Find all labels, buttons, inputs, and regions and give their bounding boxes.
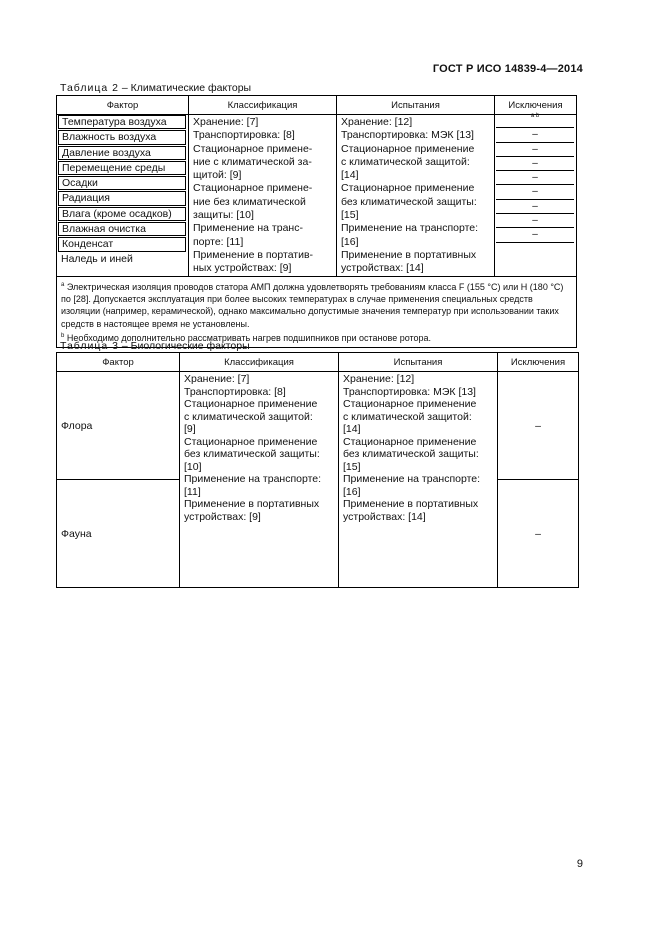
table3-caption — [60, 340, 250, 352]
factor-fauna: Фауна — [57, 480, 180, 588]
factor-item: Влажность воздуха — [58, 130, 186, 144]
tests-line: Транспортировка: МЭК [13] — [341, 129, 474, 142]
table3-classification-cell — [180, 372, 339, 588]
exclusion-fauna: – — [498, 480, 579, 588]
factor-item: Осадки — [58, 176, 186, 190]
tests-line: устройствах: [14] — [343, 510, 426, 523]
factor-item: Радиация — [58, 191, 186, 205]
tests-line: с климатической защитой: — [343, 410, 472, 423]
classification-line: без климатической защиты: — [184, 448, 320, 460]
exclusion-item — [496, 115, 574, 128]
classification-line: устройствах: [9] — [184, 510, 261, 523]
footnote-b-text: Необходимо дополнительно рассматривать нагрев подшипников при останове ротора. — [64, 333, 432, 344]
climate-factors-table — [56, 95, 577, 348]
tests-line: Применение на транспорте: — [343, 473, 481, 485]
classification-line: Применение на транспорте: — [184, 473, 322, 485]
exclusion-flora: – — [498, 372, 579, 480]
footnote-a — [61, 279, 572, 331]
tests-line: Стационарное применение — [343, 435, 477, 448]
tests-line: Стационарное применение — [341, 182, 475, 195]
table2-caption-label: Таблица 2 — [60, 82, 119, 94]
classification-line: порте: [11] — [193, 235, 244, 248]
table2-tests-cell — [337, 115, 495, 277]
classification-line: ных устройствах: [9] — [193, 262, 292, 275]
table3-col-classification: Классификация — [180, 353, 339, 372]
factor-item: Влага (кроме осадков) — [58, 207, 186, 221]
classification-line: ние без климатической — [193, 195, 306, 208]
tests-line: [15] — [343, 460, 361, 473]
table3-col-exclusions: Исключения — [498, 353, 579, 372]
classification-line: Применение на транс- — [193, 222, 303, 235]
exclusion-item: – — [496, 144, 574, 157]
classification-line: Применение в портатив- — [193, 248, 314, 261]
tests-line: Транспортировка: МЭК [13] — [343, 385, 476, 398]
classification-line: щитой: [9] — [193, 169, 242, 182]
exclusion-item: – — [496, 229, 574, 242]
classification-line: [9] — [184, 423, 196, 435]
classification-line: Транспортировка: [8] — [184, 385, 286, 398]
page-number: 9 — [576, 858, 583, 870]
tests-line: устройствах: [14] — [341, 262, 424, 275]
footnote-a-text: Электрическая изоляция проводов статора АМП должна удовлетворять требованиям класса F (155 °С) или H (180 °С) по [28]. Допускается эксплуатация при более высоких температурах в случае применения специальных средств изоляции (например, керамической), однако максимально допустимые значения температур при использовании таких средств в настоящее время не установлены. — [61, 281, 564, 329]
factor-item: Давление воздуха — [58, 146, 186, 160]
table2-classification-cell — [189, 115, 337, 277]
classification-line: Стационарное примене- — [193, 182, 313, 195]
biological-factors-table — [56, 352, 579, 588]
table2-col-classification: Классификация — [189, 96, 337, 115]
tests-line: Применение в портативных — [341, 248, 477, 261]
table3-caption-label: Таблица 3 — [60, 340, 119, 352]
classification-line: защиты: [10] — [193, 209, 254, 222]
factor-item: Перемещение среды — [58, 161, 186, 175]
tests-line: [16] — [341, 235, 359, 248]
tests-line: [15] — [341, 209, 359, 222]
classification-line: Стационарное примене- — [193, 142, 313, 155]
classification-line: [11] — [184, 485, 201, 498]
footnote-b-mark: b — [61, 333, 65, 340]
table2-exclusions-cell — [495, 115, 577, 277]
tests-line: [14] — [343, 423, 361, 435]
factor-flora: Флора — [57, 372, 180, 480]
exclusion-item: – — [496, 215, 574, 228]
tests-line: Стационарное применение — [343, 398, 477, 410]
classification-line: Хранение: [7] — [184, 373, 250, 385]
table-row — [57, 372, 579, 480]
table3-col-tests: Испытания — [339, 353, 498, 372]
table3-col-factor: Фактор — [57, 353, 180, 372]
exclusion-item: – — [496, 158, 574, 171]
tests-line: Применение на транспорте: — [341, 222, 479, 235]
classification-line: Хранение: [7] — [193, 116, 259, 128]
table2-header-row — [57, 96, 577, 115]
classification-line: ние с климатической за- — [193, 155, 312, 168]
table2-col-exclusions: Исключения — [495, 96, 577, 115]
factor-item: Наледь и иней — [61, 252, 133, 265]
classification-line: с климатической защитой: — [184, 410, 313, 423]
table3-header-row — [57, 353, 579, 372]
document-header: ГОСТ Р ИСО 14839-4—2014 — [432, 63, 583, 75]
factor-item: Влажная очистка — [58, 222, 186, 236]
tests-line: без климатической защиты: — [341, 195, 477, 208]
table2-col-tests: Испытания — [337, 96, 495, 115]
classification-line: Стационарное применение — [184, 398, 318, 410]
exclusion-item: – — [496, 201, 574, 214]
classification-line: Транспортировка: [8] — [193, 129, 295, 142]
tests-line: Применение в портативных — [343, 498, 479, 510]
factor-item: Температура воздуха — [58, 115, 186, 129]
table3-caption-title: – Биологические факторы — [118, 340, 250, 352]
classification-line: [10] — [184, 460, 202, 473]
table2-footnotes — [57, 276, 577, 347]
tests-line: [16] — [343, 485, 361, 498]
table3-tests-cell — [339, 372, 498, 588]
tests-line: Стационарное применение — [341, 142, 475, 155]
tests-line: Хранение: [12] — [343, 373, 415, 385]
tests-line: с климатической защитой: — [341, 155, 470, 168]
tests-line: Хранение: [12] — [341, 116, 413, 128]
tests-line: [14] — [341, 169, 359, 182]
table2-factor-cell — [57, 115, 189, 277]
factor-item: Конденсат — [58, 237, 186, 251]
exclusion-item: – — [496, 172, 574, 185]
table2-caption — [60, 82, 251, 94]
classification-line: Применение в портативных — [184, 498, 320, 510]
table2-col-factor: Фактор — [57, 96, 189, 115]
tests-line: без климатической защиты: — [343, 448, 479, 460]
table2-caption-title: – Климатические факторы — [118, 82, 252, 94]
exclusion-item: – — [496, 186, 574, 199]
footnote-ref-ab: a b — [530, 113, 540, 119]
exclusion-item: – — [496, 129, 574, 142]
table2-body-row — [57, 115, 577, 277]
table2-footnote-row — [57, 276, 577, 347]
footnote-a-mark: a — [61, 281, 65, 288]
classification-line: Стационарное применение — [184, 435, 318, 448]
